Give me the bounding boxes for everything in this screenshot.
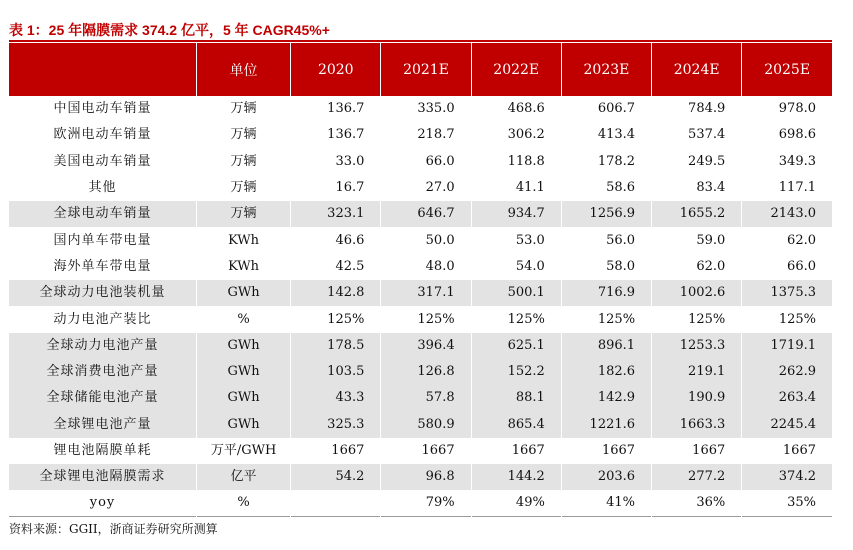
unit-cell: 万辆 (196, 149, 290, 175)
value-cell: 136.7 (291, 96, 381, 122)
value-cell: 2245.4 (742, 412, 832, 438)
row-label: 全球动力电池产量 (46, 337, 159, 353)
value-cell: 66.0 (742, 254, 832, 280)
value-cell: 58.0 (561, 254, 651, 280)
value-cell: 117.1 (742, 175, 832, 201)
header-cell-2025e: 2025E (742, 43, 832, 96)
value-cell: 178.2 (561, 149, 651, 175)
value-cell: 335.0 (381, 96, 471, 122)
table-row (9, 438, 832, 464)
value-cell: 54.0 (471, 254, 561, 280)
unit-cell: GWh (196, 280, 290, 306)
table-row (9, 122, 832, 148)
table-row (9, 333, 832, 359)
value-cell: 136.7 (291, 122, 381, 148)
value-cell (291, 490, 381, 516)
table-row (9, 149, 832, 175)
value-cell: 41.1 (471, 175, 561, 201)
value-cell: 1256.9 (561, 201, 651, 227)
value-cell: 79% (381, 490, 471, 516)
value-cell: 125% (471, 306, 561, 332)
value-cell: 1253.3 (652, 333, 742, 359)
value-cell: 103.5 (291, 359, 381, 385)
header-cell-2022e: 2022E (471, 43, 561, 96)
header-cell-2021e: 2021E (381, 43, 471, 96)
value-cell: 53.0 (471, 227, 561, 253)
unit-cell: 万平/GWH (196, 438, 290, 464)
value-cell: 36% (652, 490, 742, 516)
unit-cell: 万辆 (196, 175, 290, 201)
table-row (9, 254, 832, 280)
value-cell: 306.2 (471, 122, 561, 148)
title-divider (9, 40, 832, 42)
row-label: 国内单车带电量 (53, 232, 152, 248)
value-cell: 16.7 (291, 175, 381, 201)
unit-cell: GWh (196, 412, 290, 438)
value-cell: 142.8 (291, 280, 381, 306)
value-cell: 580.9 (381, 412, 471, 438)
value-cell: 126.8 (381, 359, 471, 385)
value-cell: 1667 (742, 438, 832, 464)
value-cell: 178.5 (291, 333, 381, 359)
value-cell: 125% (742, 306, 832, 332)
row-label: 锂电池隔膜单耗 (53, 443, 152, 458)
unit-cell: GWh (196, 359, 290, 385)
value-cell: 698.6 (742, 122, 832, 148)
table-row (9, 464, 832, 490)
value-cell: 537.4 (652, 122, 742, 148)
row-label: 全球动力电池装机量 (39, 285, 166, 301)
value-cell: 263.4 (742, 385, 832, 411)
value-cell: 606.7 (561, 96, 651, 122)
value-cell: 317.1 (381, 280, 471, 306)
value-cell: 56.0 (561, 227, 651, 253)
value-cell: 396.4 (381, 333, 471, 359)
value-cell: 1667 (471, 438, 561, 464)
value-cell: 57.8 (381, 385, 471, 411)
value-cell: 66.0 (381, 149, 471, 175)
row-label: 海外单车带电量 (53, 258, 152, 274)
row-label: 全球消费电池产量 (46, 364, 159, 380)
value-cell: 896.1 (561, 333, 651, 359)
table-row (9, 96, 832, 122)
unit-cell: % (196, 306, 290, 332)
header-cell-2024e: 2024E (652, 43, 742, 96)
value-cell: 42.5 (291, 254, 381, 280)
value-cell: 83.4 (652, 175, 742, 201)
value-cell: 1667 (381, 438, 471, 464)
value-cell: 1002.6 (652, 280, 742, 306)
value-cell: 118.8 (471, 149, 561, 175)
table-row (9, 359, 832, 385)
value-cell: 625.1 (471, 333, 561, 359)
value-cell: 646.7 (381, 201, 471, 227)
table-row (9, 385, 832, 411)
value-cell: 784.9 (652, 96, 742, 122)
value-cell: 88.1 (471, 385, 561, 411)
source-note: 资料来源：GGII，浙商证券研究所测算 (9, 522, 218, 536)
unit-cell: KWh (196, 227, 290, 253)
value-cell: 46.6 (291, 227, 381, 253)
value-cell: 35% (742, 490, 832, 516)
header-row (9, 43, 832, 96)
value-cell: 468.6 (471, 96, 561, 122)
value-cell: 43.3 (291, 385, 381, 411)
value-cell: 49% (471, 490, 561, 516)
row-label: 动力电池产装比 (53, 311, 152, 327)
table-title: 表 1：25 年隔膜需求 374.2 亿平，5 年 CAGR45%+ (9, 22, 330, 38)
value-cell: 218.7 (381, 122, 471, 148)
value-cell: 125% (561, 306, 651, 332)
value-cell: 249.5 (652, 149, 742, 175)
unit-cell: % (196, 490, 290, 516)
data-table (9, 43, 832, 517)
value-cell: 1667 (561, 438, 651, 464)
value-cell: 374.2 (742, 464, 832, 490)
table-row (9, 175, 832, 201)
value-cell: 142.9 (561, 385, 651, 411)
value-cell: 277.2 (652, 464, 742, 490)
value-cell: 27.0 (381, 175, 471, 201)
value-cell: 1667 (652, 438, 742, 464)
row-label: 美国电动车销量 (53, 153, 152, 169)
unit-cell: GWh (196, 333, 290, 359)
value-cell: 190.9 (652, 385, 742, 411)
value-cell: 323.1 (291, 201, 381, 227)
unit-cell: GWh (196, 385, 290, 411)
unit-cell: 万辆 (196, 201, 290, 227)
value-cell: 182.6 (561, 359, 651, 385)
table-body (9, 96, 832, 517)
table-row (9, 280, 832, 306)
value-cell: 1655.2 (652, 201, 742, 227)
value-cell: 33.0 (291, 149, 381, 175)
value-cell: 1221.6 (561, 412, 651, 438)
header-cell-unit: 单位 (196, 43, 290, 96)
header-cell-name (9, 43, 196, 96)
unit-cell: 万辆 (196, 122, 290, 148)
value-cell: 219.1 (652, 359, 742, 385)
unit-cell: 万辆 (196, 96, 290, 122)
value-cell: 1667 (291, 438, 381, 464)
table-row (9, 201, 832, 227)
header-cell-2020: 2020 (291, 43, 381, 96)
value-cell: 59.0 (652, 227, 742, 253)
value-cell: 262.9 (742, 359, 832, 385)
value-cell: 125% (291, 306, 381, 332)
table-row (9, 306, 832, 332)
value-cell: 1719.1 (742, 333, 832, 359)
row-label: 全球锂电池产量 (53, 416, 152, 432)
row-label: 全球储能电池产量 (46, 390, 159, 406)
row-label: 欧洲电动车销量 (53, 127, 152, 143)
value-cell: 48.0 (381, 254, 471, 280)
value-cell: 96.8 (381, 464, 471, 490)
value-cell: 325.3 (291, 412, 381, 438)
value-cell: 144.2 (471, 464, 561, 490)
value-cell: 865.4 (471, 412, 561, 438)
value-cell: 500.1 (471, 280, 561, 306)
header-cell-2023e: 2023E (561, 43, 651, 96)
value-cell: 41% (561, 490, 651, 516)
value-cell: 58.6 (561, 175, 651, 201)
table-header (9, 43, 832, 96)
row-label: 其他 (88, 180, 117, 196)
row-label: yoy (89, 495, 116, 511)
value-cell: 413.4 (561, 122, 651, 148)
value-cell: 54.2 (291, 464, 381, 490)
unit-cell: 亿平 (196, 464, 290, 490)
value-cell: 1663.3 (652, 412, 742, 438)
value-cell: 62.0 (652, 254, 742, 280)
table-row (9, 227, 832, 253)
table-row (9, 412, 832, 438)
value-cell: 1375.3 (742, 280, 832, 306)
row-label: 全球锂电池隔膜需求 (39, 469, 166, 485)
value-cell: 125% (381, 306, 471, 332)
row-label: 全球电动车销量 (53, 206, 152, 222)
row-label: 中国电动车销量 (53, 101, 152, 117)
table-row (9, 490, 832, 516)
value-cell: 978.0 (742, 96, 832, 122)
value-cell: 2143.0 (742, 201, 832, 227)
value-cell: 203.6 (561, 464, 651, 490)
unit-cell: KWh (196, 254, 290, 280)
value-cell: 716.9 (561, 280, 651, 306)
value-cell: 349.3 (742, 149, 832, 175)
value-cell: 934.7 (471, 201, 561, 227)
value-cell: 50.0 (381, 227, 471, 253)
value-cell: 62.0 (742, 227, 832, 253)
value-cell: 125% (652, 306, 742, 332)
value-cell: 152.2 (471, 359, 561, 385)
